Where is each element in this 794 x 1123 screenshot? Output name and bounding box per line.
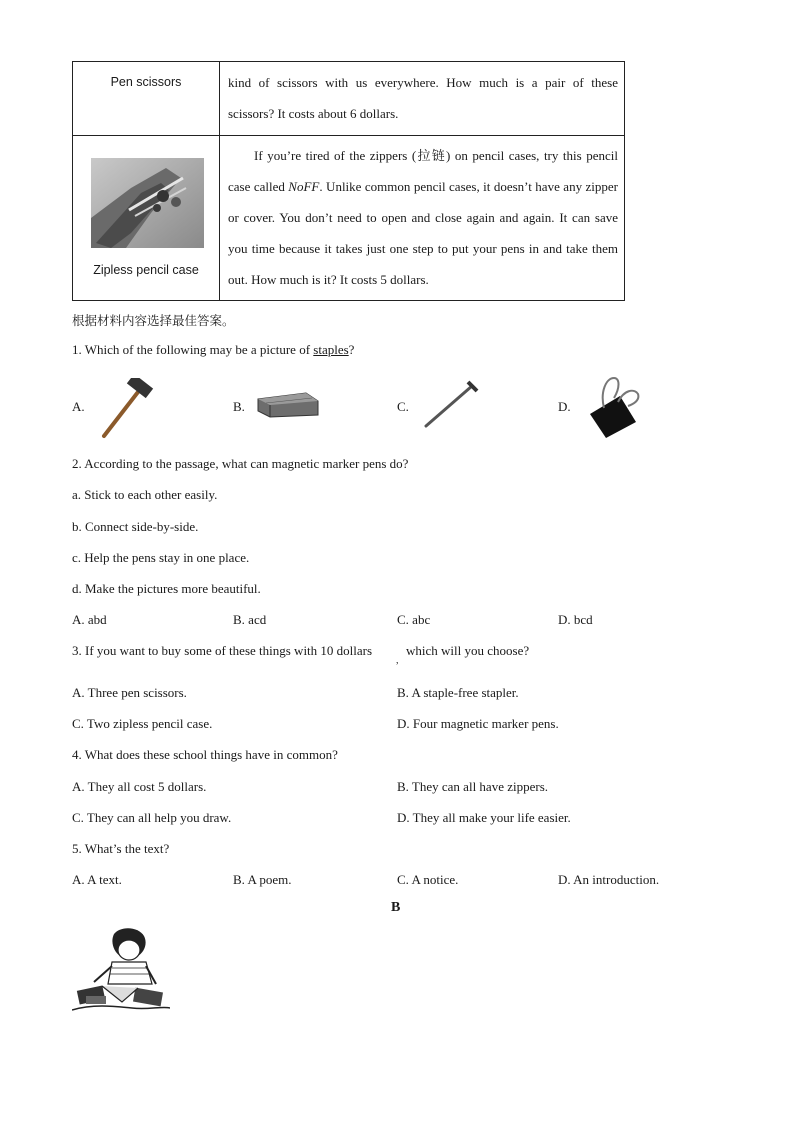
q2-statement-b: b. Connect side-by-side. <box>72 519 199 534</box>
zipless-pencil-case-photo <box>91 158 204 248</box>
instruction-text: 根据材料内容选择最佳答案。 <box>72 313 235 328</box>
q3-option-a: A. Three pen scissors. <box>72 685 187 700</box>
q1-option-c-label: C. <box>397 399 409 414</box>
q3-comma-mark: , <box>396 655 399 666</box>
q2-statement-a: a. Stick to each other easily. <box>72 487 218 502</box>
q5-option-a: A. A text. <box>72 872 122 887</box>
q2-statement-c: c. Help the pens stay in one place. <box>72 550 250 565</box>
question-3-stem-b: which will you choose? <box>406 643 530 658</box>
q2-option-b: B. acd <box>233 612 267 627</box>
q1-option-a-label: A. <box>72 399 85 414</box>
q5-option-b: B. A poem. <box>233 872 292 887</box>
question-3-stem-a: 3. If you want to buy some of these things with 10 dollars <box>72 643 373 658</box>
staples-picture <box>256 389 320 421</box>
nail-picture <box>420 380 480 430</box>
q5-option-d: D. An introduction. <box>558 872 660 887</box>
q3-option-c: C. Two zipless pencil case. <box>72 716 213 731</box>
q2-option-c: C. abc <box>397 612 431 627</box>
boy-with-books-illustration <box>72 926 170 1014</box>
q2-statement-d: d. Make the pictures more beautiful. <box>72 581 261 596</box>
q4-option-d: D. They all make your life easier. <box>397 810 571 825</box>
product-name-pen-scissors: Pen scissors <box>110 75 182 89</box>
q1-option-d-label: D. <box>558 399 571 414</box>
question-4-stem: 4. What does these school things have in common? <box>72 747 338 762</box>
q2-option-a: A. abd <box>72 612 107 627</box>
q4-option-c: C. They can all help you draw. <box>72 810 232 825</box>
question-2-stem: 2. According to the passage, what can magnetic marker pens do? <box>72 456 409 471</box>
hammer-picture <box>96 378 156 440</box>
q4-option-b: B. They can all have zippers. <box>397 779 549 794</box>
q1-option-b-label: B. <box>233 399 245 414</box>
product-text-pen-scissors: kind of scissors with us everywhere. How much is a pair of these scissors? It costs about 6 dollars. <box>228 75 618 121</box>
product-name-zipless-pencil-case: Zipless pencil case <box>93 263 199 277</box>
q2-option-d: D. bcd <box>558 612 593 627</box>
q3-option-d: D. Four magnetic marker pens. <box>397 716 559 731</box>
q4-option-a: A. They all cost 5 dollars. <box>72 779 207 794</box>
section-b-heading: B <box>391 900 401 915</box>
q5-option-c: C. A notice. <box>397 872 459 887</box>
product-text-zipless-pencil-case: If you’re tired of the zippers (拉链) on pencil cases, try this pencil case called NoFF. Unlike common pencil cases, it doesn’t have any zipper or cover. You don’t need to open and close again and again. It can save you time because it takes just one step to put your pens in and take them out. How much is it? It costs 5 dollars. <box>228 148 618 287</box>
question-1-stem: 1. Which of the following may be a picture of staples? <box>72 342 355 357</box>
binder-clip-picture <box>580 374 642 440</box>
q3-option-b: B. A staple-free stapler. <box>397 685 519 700</box>
question-5-stem: 5. What’s the text? <box>72 841 170 856</box>
product-table <box>72 61 625 301</box>
